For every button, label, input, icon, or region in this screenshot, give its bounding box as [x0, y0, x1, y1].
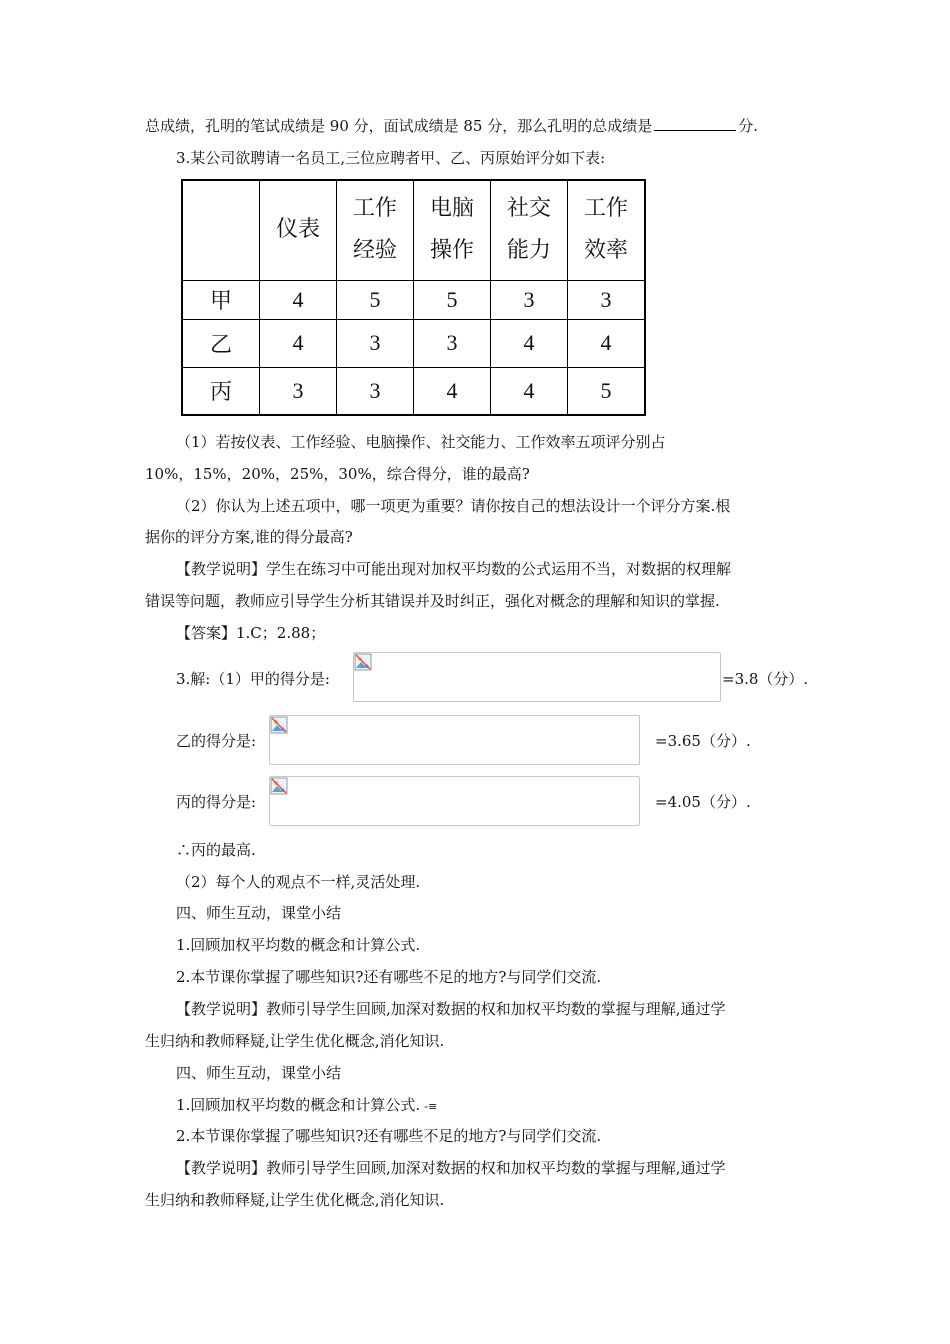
table-header-cell: 电脑 操作 — [414, 180, 491, 280]
score-cell: 3 — [260, 367, 337, 415]
row-header-cell: 乙 — [182, 319, 260, 367]
score-cell: 4 — [491, 319, 568, 367]
score-cell: 3 — [337, 319, 414, 367]
question-part-2-line-1: （2）你认为上述五项中，哪一项更为重要？请你按自己的想法设计一个评分方案.根 — [176, 497, 731, 515]
text-line-total-score: 总成绩，孔明的笔试成绩是 90 分，面试成绩是 85 分，那么孔明的总成绩是 分. — [145, 117, 759, 135]
answer-line: 【答案】1.C；2.88； — [176, 624, 326, 642]
table-header-row — [182, 180, 645, 280]
teaching-note-3-line-2: 生归纳和教师释疑,让学生优化概念,消化知识. — [145, 1191, 445, 1209]
formula-mark: -≡ — [424, 1100, 438, 1113]
broken-image-icon — [270, 777, 288, 795]
formula-image-jia — [353, 652, 721, 702]
score-cell: 5 — [337, 280, 414, 319]
formula-image-bing — [269, 776, 640, 826]
score-cell: 4 — [260, 319, 337, 367]
table-header-cell: 工作 经验 — [337, 180, 414, 280]
score-table — [181, 179, 646, 416]
score-cell: 5 — [414, 280, 491, 319]
score-cell: 3 — [414, 319, 491, 367]
table-header-cell: 社交 能力 — [491, 180, 568, 280]
question-part-2-line-2: 据你的评分方案,谁的得分最高? — [145, 528, 353, 546]
score-cell: 4 — [491, 367, 568, 415]
conclusion-line: ∴丙的最高. — [176, 841, 256, 859]
row-header-cell: 甲 — [182, 280, 260, 319]
score-cell: 4 — [260, 280, 337, 319]
review-item-2-repeat: 2.本节课你掌握了哪些知识?还有哪些不足的地方?与同学们交流. — [176, 1127, 602, 1145]
score-cell: 3 — [337, 367, 414, 415]
teaching-note-2-line-2: 生归纳和教师释疑,让学生优化概念,消化知识. — [145, 1032, 445, 1050]
row-header-cell: 丙 — [182, 367, 260, 415]
solution-yi-label: 乙的得分是: — [176, 732, 257, 750]
broken-image-icon — [270, 716, 288, 734]
table-header-cell: 仪表 — [260, 180, 337, 280]
score-cell: 4 — [568, 319, 646, 367]
review-item-1-repeat: 1.回顾加权平均数的概念和计算公式. -≡ — [176, 1096, 438, 1114]
part-2-answer: （2）每个人的观点不一样,灵活处理. — [176, 873, 421, 891]
question-part-1-line-2: 10%，15%，20%，25%，30%，综合得分，谁的最高? — [145, 465, 530, 483]
teaching-note-1-line-2: 错误等问题，教师应引导学生分析其错误并及时纠正，强化对概念的理解和知识的掌握. — [145, 592, 720, 610]
solution-jia-result: =3.8（分）. — [722, 670, 809, 688]
question-3-intro: 3.某公司欲聘请一名员工,三位应聘者甲、乙、丙原始评分如下表: — [176, 149, 606, 167]
review-item-1: 1.回顾加权平均数的概念和计算公式. — [176, 936, 421, 954]
score-cell: 3 — [568, 280, 646, 319]
table-row — [182, 367, 645, 415]
solution-bing-label: 丙的得分是: — [176, 793, 257, 811]
table-header-cell: 工作 效率 — [568, 180, 646, 280]
broken-image-icon — [354, 653, 372, 671]
teaching-note-2-line-1: 【教学说明】教师引导学生回顾,加深对数据的权和加权平均数的掌握与理解,通过学 — [176, 1000, 726, 1018]
table-row — [182, 280, 645, 319]
teaching-note-1-line-1: 【教学说明】学生在练习中可能出现对加权平均数的公式运用不当，对数据的权理解 — [176, 560, 732, 578]
answer-blank — [654, 116, 736, 131]
question-part-1-line-1: （1）若按仪表、工作经验、电脑操作、社交能力、工作效率五项评分别占 — [176, 433, 666, 451]
table-corner-cell — [182, 180, 260, 280]
teaching-note-3-line-1: 【教学说明】教师引导学生回顾,加深对数据的权和加权平均数的掌握与理解,通过学 — [176, 1159, 726, 1177]
section-heading-4: 四、师生互动，课堂小结 — [176, 904, 342, 922]
solution-bing-result: =4.05（分）. — [655, 793, 751, 811]
score-cell: 5 — [568, 367, 646, 415]
score-cell: 3 — [491, 280, 568, 319]
review-item-2: 2.本节课你掌握了哪些知识?还有哪些不足的地方?与同学们交流. — [176, 968, 602, 986]
solution-yi-result: =3.65（分）. — [655, 732, 751, 750]
solution-jia-label: 3.解:（1）甲的得分是: — [176, 670, 330, 688]
formula-image-yi — [269, 715, 640, 765]
score-cell: 4 — [414, 367, 491, 415]
table-row — [182, 319, 645, 367]
section-heading-4-repeat: 四、师生互动，课堂小结 — [176, 1064, 342, 1082]
